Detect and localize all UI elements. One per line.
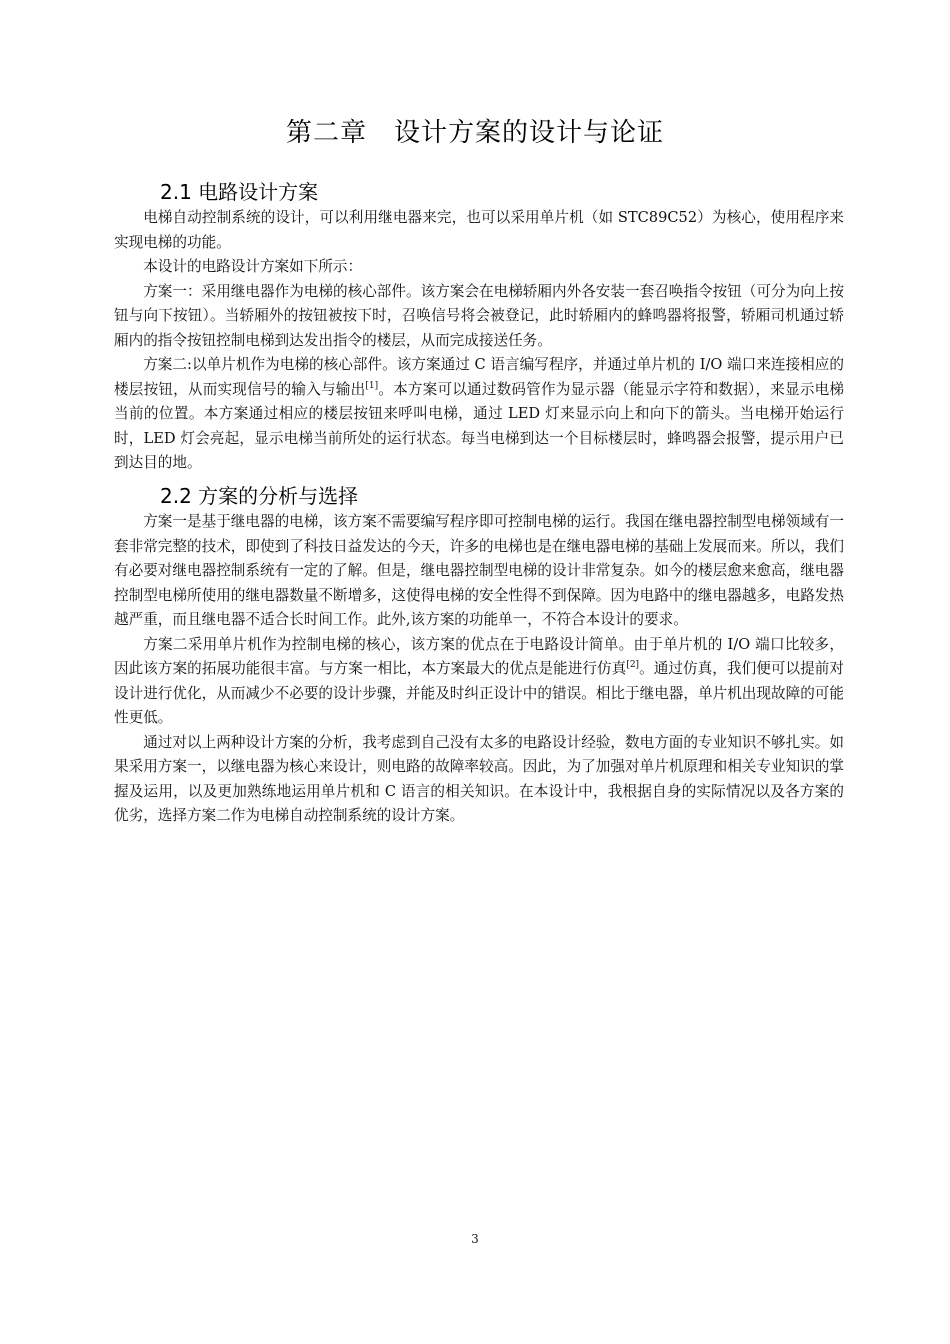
section-heading-2-2: 2.2 方案的分析与选择 [160, 484, 359, 508]
paragraph [114, 353, 844, 476]
citation-ref: [1] [365, 380, 379, 391]
paragraph-text: 。本方案可以通过数码管作为显示器（能显示字符和数据），来显示电梯当前的位置。本方案通过相应的楼层按钮来呼叫电梯，通过 LED 灯来显示向上和向下的箭头。当电梯开始运行时，LED 灯会亮起，显示电梯当前所处的运行状态。每当电梯到达一个目标楼层时，蜂鸣器会报警，提示用户已到达目的地。 [114, 380, 844, 471]
paragraph-text: 方案二:以单片机作为电梯的核心部件。该方案通过 C 语言编写程序，并通过单片机的 I/O 端口来连接相应的楼层按钮，从而实现信号的输入与输出 [114, 356, 844, 398]
section-heading-2-1: 2.1 电路设计方案 [160, 180, 319, 204]
paragraph: 本设计的电路设计方案如下所示： [143, 258, 363, 275]
page-number: 3 [471, 1232, 479, 1246]
section-2-2-body [114, 510, 844, 829]
paragraph: 电梯自动控制系统的设计，可以利用继电器来完，也可以采用单片机（如 STC89C52）为核心，使用程序来实现电梯的功能。 [114, 209, 844, 251]
section-2-1-body [114, 206, 844, 476]
paragraph-text: 方案二采用单片机作为控制电梯的核心，该方案的优点在于电路设计简单。由于单片机的 I/O 端口比较多，因此该方案的拓展功能很丰富。与方案一相比，本方案最大的优点是能进行仿真 [114, 635, 844, 677]
chapter-title: 第二章 设计方案的设计与论证 [285, 118, 664, 148]
paragraph [114, 633, 844, 731]
paragraph-text: 。通过仿真，我们便可以提前对设计进行优化，从而减少不必要的设计步骤，并能及时纠正设计中的错误。相比于继电器，单片机出现故障的可能性更低。 [114, 660, 844, 726]
paragraph: 方案一：采用继电器作为电梯的核心部件。该方案会在电梯轿厢内外各安装一套召唤指令按钮（可分为向上按钮与向下按钮）。当轿厢外的按钮被按下时，召唤信号将会被登记，此时轿厢内的蜂鸣器将报警，轿厢司机通过轿厢内的指令按钮控制电梯到达发出指令的楼层，从而完成接送任务。 [114, 282, 844, 349]
paragraph: 通过对以上两种设计方案的分析，我考虑到自己没有太多的电路设计经验，数电方面的专业知识不够扎实。如果采用方案一，以继电器为核心来设计，则电路的故障率较高。因此，为了加强对单片机原理和相关专业知识的掌握及运用，以及更加熟练地运用单片机和 C 语言的相关知识。在本设计中，我根据自身的实际情况以及各方案的优劣，选择方案二作为电梯自动控制系统的设计方案。 [114, 733, 844, 824]
paragraph: 方案一是基于继电器的电梯，该方案不需要编写程序即可控制电梯的运行。我国在继电器控制型电梯领域有一套非常完整的技术，即使到了科技日益发达的今天，许多的电梯也是在继电器电梯的基础上发展而来。所以，我们有必要对继电器控制系统有一定的了解。但是，继电器控制型电梯的设计非常复杂。如今的楼层愈来愈高，继电器控制型电梯所使用的继电器数量不断增多，这使得电梯的安全性得不到保障。因为电路中的继电器越多，电路发热越严重，而且继电器不适合长时间工作。此外,该方案的功能单一，不符合本设计的要求。 [114, 513, 844, 628]
citation-ref: [2] [626, 660, 640, 671]
